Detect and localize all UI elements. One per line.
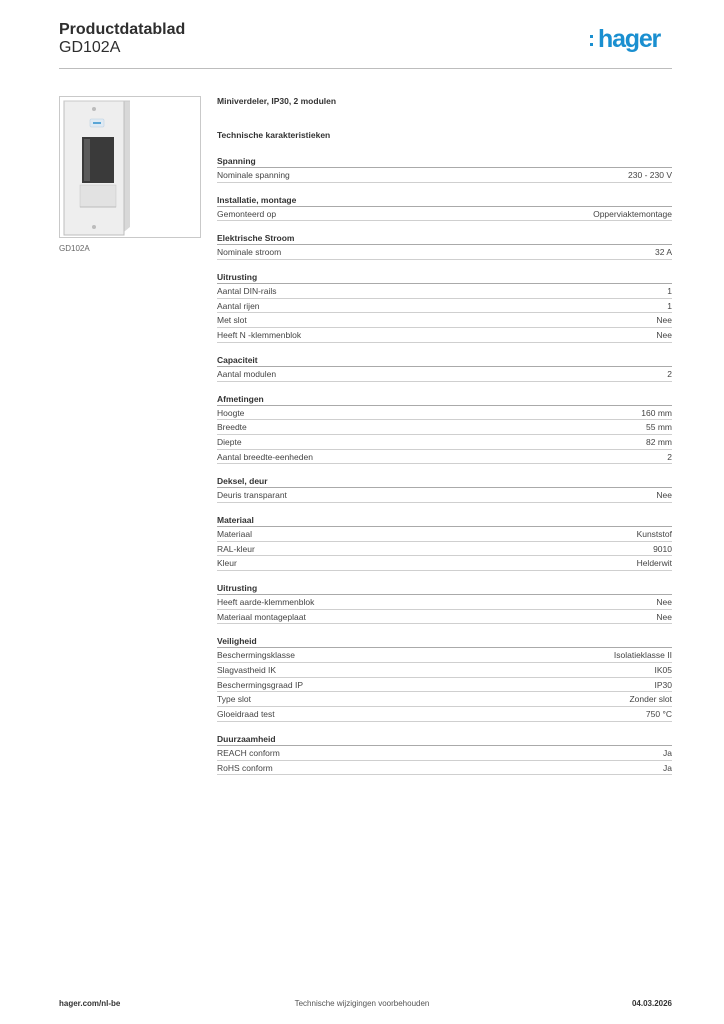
section-title: Installatie, montage (217, 193, 672, 207)
spec-row (217, 245, 672, 260)
footer-website: hager.com/nl-be (59, 999, 121, 1008)
spec-label: Met slot (217, 315, 247, 326)
spec-label: Aantal breedte-eenheden (217, 451, 313, 462)
spec-value: IP30 (654, 679, 672, 690)
spec-label: Aantal DIN-rails (217, 286, 277, 297)
spec-row (217, 406, 672, 421)
spec-section (217, 581, 672, 624)
spec-row (217, 313, 672, 328)
spec-value: Nee (656, 611, 672, 622)
spec-section (217, 270, 672, 343)
spec-value: Nee (656, 597, 672, 607)
technical-characteristics-heading: Technische karakteristieken (217, 130, 331, 140)
spec-section (217, 392, 672, 465)
spec-row (217, 692, 672, 707)
logo-dot-bottom (590, 43, 593, 46)
spec-label: Heeft N -klemmenblok (217, 330, 302, 341)
spec-label: Slagvastheid IK (217, 665, 277, 676)
spec-row (217, 678, 672, 693)
spec-value: 55 mm (646, 422, 672, 433)
logo-dot-top (590, 35, 593, 38)
logo-text: hager (598, 25, 661, 53)
spec-row (217, 610, 672, 625)
spec-row (217, 556, 672, 571)
spec-section (217, 474, 672, 503)
spec-value: 9010 (653, 543, 672, 554)
spec-label: Kleur (217, 558, 237, 569)
spec-section (217, 732, 672, 775)
spec-value: Ja (663, 762, 672, 773)
spec-section (217, 634, 672, 721)
spec-row (217, 761, 672, 776)
spec-label: Nominale stroom (217, 247, 282, 258)
footer-date: 04.03.2026 (631, 999, 672, 1008)
spec-value: Nee (656, 490, 672, 501)
spec-label: Materiaal (217, 528, 252, 539)
spec-value: 160 mm (641, 407, 672, 418)
spec-value: 2 (667, 451, 672, 462)
spec-value: 82 mm (646, 436, 672, 447)
section-title: Afmetingen (217, 392, 672, 406)
spec-value: Nee (656, 330, 672, 341)
document-title: Productdatablad (59, 21, 186, 38)
spec-value: Zonder slot (629, 694, 672, 705)
spec-row (217, 284, 672, 299)
spec-section (217, 231, 672, 260)
footer-notice: Technische wijzigingen voorbehouden (294, 999, 430, 1008)
spec-row (217, 488, 672, 503)
spec-row (217, 435, 672, 450)
spec-value: Isolatieklasse II (613, 650, 672, 661)
spec-label: RAL-kleur (217, 543, 255, 554)
spec-label: Beschermingsklasse (217, 650, 295, 661)
spec-row (217, 367, 672, 382)
spec-value: 2 (667, 368, 672, 379)
section-title: Deksel, deur (217, 474, 672, 488)
section-title: Spanning (217, 154, 672, 168)
spec-row (217, 663, 672, 678)
spec-sections (217, 154, 672, 775)
spec-row (217, 595, 672, 610)
spec-row (217, 420, 672, 435)
spec-row (217, 299, 672, 314)
spec-label: Aantal modulen (217, 368, 277, 379)
spec-value: 1 (667, 300, 672, 311)
spec-row (217, 450, 672, 465)
spec-label: Breedte (217, 422, 247, 433)
image-caption: GD102A (59, 244, 90, 253)
section-title: Uitrusting (217, 270, 672, 284)
section-title: Uitrusting (217, 581, 672, 595)
spec-value: Opperviaktemontage (593, 208, 672, 219)
header-divider (59, 68, 672, 69)
spec-value: 750 °C (645, 709, 672, 720)
spec-row (217, 746, 672, 761)
spec-row (217, 542, 672, 557)
spec-label: Heeft aarde-klemmenblok (217, 597, 315, 607)
product-code: GD102A (59, 39, 121, 56)
spec-label: RoHS conform (217, 762, 273, 773)
section-title: Materiaal (217, 513, 672, 527)
spec-section (217, 353, 672, 382)
spec-label: REACH conform (217, 747, 280, 758)
spec-section (217, 154, 672, 183)
spec-value: Nee (656, 315, 672, 326)
spec-value: 32 A (654, 247, 672, 258)
section-title: Elektrische Stroom (217, 231, 672, 245)
spec-section (217, 193, 672, 222)
spec-row (217, 168, 672, 183)
section-title: Capaciteit (217, 353, 672, 367)
spec-row (217, 328, 672, 343)
product-name: Miniverdeler, IP30, 2 modulen (217, 96, 337, 106)
spec-value: Helderwit (636, 558, 672, 569)
spec-row (217, 648, 672, 663)
spec-value: 230 - 230 V (628, 170, 672, 180)
spec-row (217, 207, 672, 222)
spec-label: Type slot (217, 694, 252, 705)
spec-label: Deuris transparant (217, 490, 287, 501)
specifications-content (217, 96, 672, 775)
section-title: Duurzaamheid (217, 732, 672, 746)
spec-value: IK05 (654, 665, 672, 676)
spec-row (217, 707, 672, 722)
spec-label: Hoogte (217, 407, 245, 418)
spec-label: Beschermingsgraad IP (217, 679, 303, 690)
enclosure-illustration (60, 97, 200, 237)
spec-row (217, 527, 672, 542)
product-image (59, 96, 201, 238)
spec-label: Gemonteerd op (217, 208, 277, 219)
spec-label: Materiaal montageplaat (217, 611, 306, 622)
spec-label: Nominale spanning (217, 170, 290, 180)
spec-section (217, 513, 672, 571)
spec-label: Gloeidraad test (217, 709, 275, 720)
spec-value: Ja (663, 747, 672, 758)
spec-label: Diepte (217, 436, 242, 447)
section-title: Veiligheid (217, 634, 672, 648)
spec-label: Aantal rijen (217, 300, 260, 311)
spec-value: Kunststof (636, 528, 672, 539)
spec-value: 1 (667, 286, 672, 297)
